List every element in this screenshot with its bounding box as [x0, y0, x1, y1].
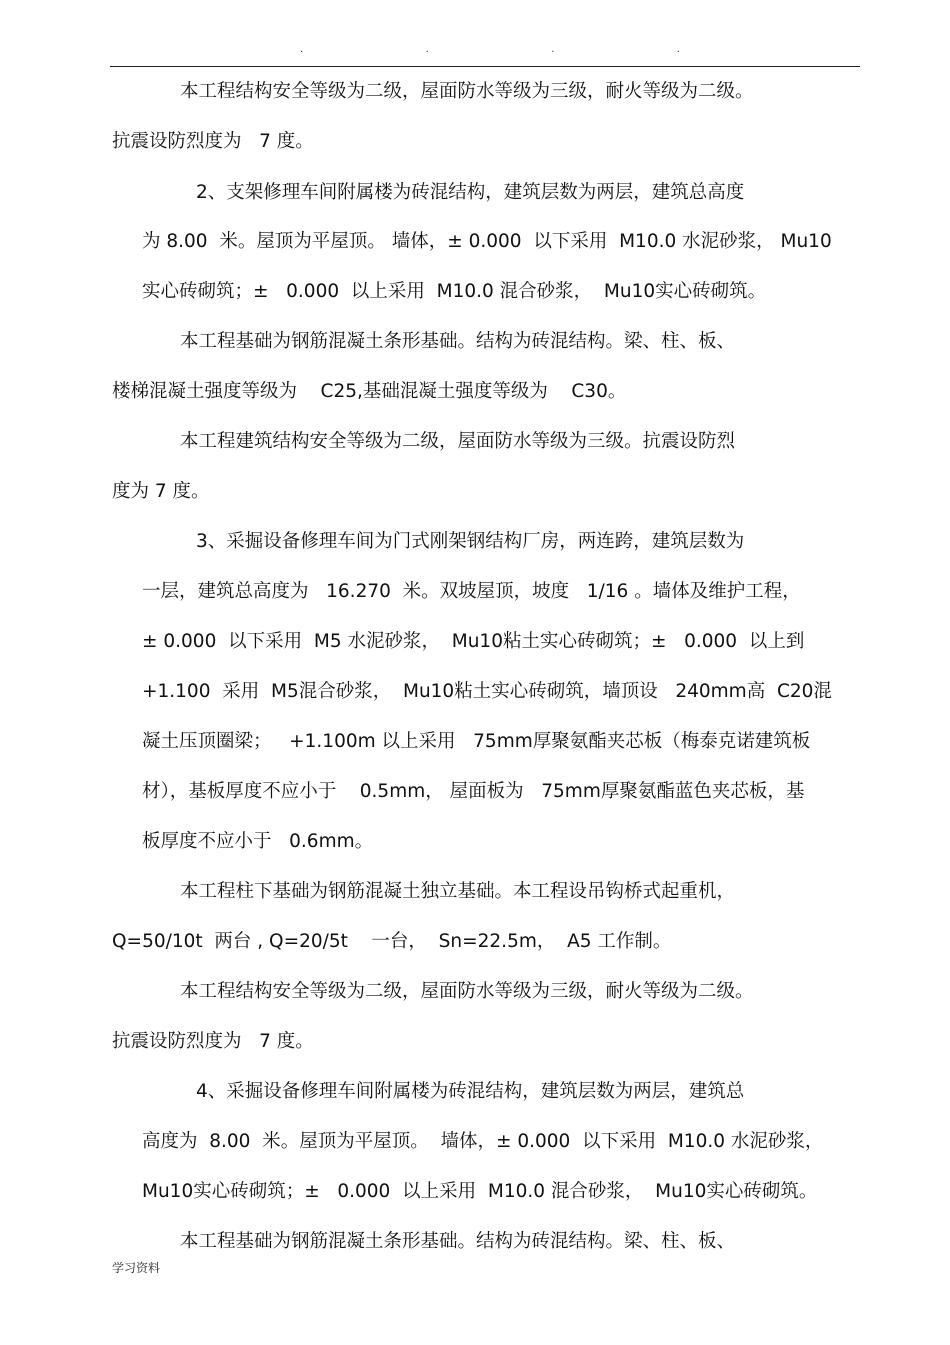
text-line: 抗震设防烈度为 7 度。	[112, 1031, 314, 1052]
text-line: 度为 7 度。	[112, 481, 210, 502]
text-line: 抗震设防烈度为 7 度。	[112, 131, 314, 152]
text-line: 高度为 8.00 米。屋顶为平屋顶。 墙体，± 0.000 以下采用 M10.0 水泥砂浆，	[142, 1131, 824, 1152]
text-line: 为 8.00 米。屋顶为平屋顶。 墙体，± 0.000 以下采用 M10.0 水泥砂浆， Mu10	[142, 231, 832, 252]
text-line: 3、采掘设备修理车间为门式刚架钢结构厂房，两连跨，建筑层数为	[196, 531, 745, 552]
text-line: 本工程结构安全等级为二级，屋面防水等级为三级，耐火等级为二级。	[180, 81, 754, 102]
header-rule	[110, 66, 860, 67]
text-line: +1.100 采用 M5混合砂浆， Mu10粘土实心砖砌筑，墙顶设 240mm高 C20混	[142, 681, 832, 702]
text-line: 实心砖砌筑；± 0.000 以上采用 M10.0 混合砂浆， Mu10实心砖砌筑。	[142, 281, 767, 302]
text-line: 本工程结构安全等级为二级，屋面防水等级为三级，耐火等级为二级。	[180, 981, 754, 1002]
text-line: 本工程柱下基础为钢筋混凝土独立基础。本工程设吊钩桥式起重机，	[180, 881, 736, 902]
text-line: 2、支架修理车间附属楼为砖混结构，建筑层数为两层，建筑总高度	[196, 182, 745, 203]
text-line: 凝土压顶圈梁； +1.100m 以上采用 75mm厚聚氨酯夹芯板（梅泰克诺建筑板	[142, 731, 811, 752]
text-line: 楼梯混凝土强度等级为 C25,基础混凝土强度等级为 C30。	[112, 381, 627, 402]
header-dot: .	[676, 44, 680, 55]
text-line: 板厚度不应小于 0.6mm。	[142, 831, 374, 852]
header-dot: .	[425, 44, 429, 55]
text-line: 本工程基础为钢筋混凝土条形基础。结构为砖混结构。梁、柱、板、	[180, 331, 736, 352]
text-line: 本工程基础为钢筋混凝土条形基础。结构为砖混结构。梁、柱、板、	[180, 1231, 736, 1252]
text-line: 材），基板厚度不应小于 0.5mm， 屋面板为 75mm厚聚氨酯蓝色夹芯板，基	[142, 781, 805, 802]
text-line: 一层，建筑总高度为 16.270 米。双坡屋顶，坡度 1/16 。墙体及维护工程，	[142, 581, 801, 602]
header-dot: .	[551, 44, 555, 55]
text-line: Q=50/10t 两台 , Q=20/5t 一台， Sn=22.5m， A5 工作制。	[112, 931, 672, 952]
text-line: ± 0.000 以下采用 M5 水泥砂浆， Mu10粘土实心砖砌筑；± 0.000 以上到	[142, 631, 805, 652]
text-line: 本工程建筑结构安全等级为二级，屋面防水等级为三级。抗震设防烈	[180, 431, 736, 452]
text-line: Mu10实心砖砌筑；± 0.000 以上采用 M10.0 混合砂浆， Mu10实心砖砌筑。	[142, 1181, 818, 1202]
footer-label: 学习资料	[112, 1261, 161, 1275]
text-line: 4、采掘设备修理车间附属楼为砖混结构，建筑层数为两层，建筑总	[196, 1081, 745, 1102]
header-dots	[300, 44, 680, 55]
header-dot: .	[300, 44, 304, 55]
